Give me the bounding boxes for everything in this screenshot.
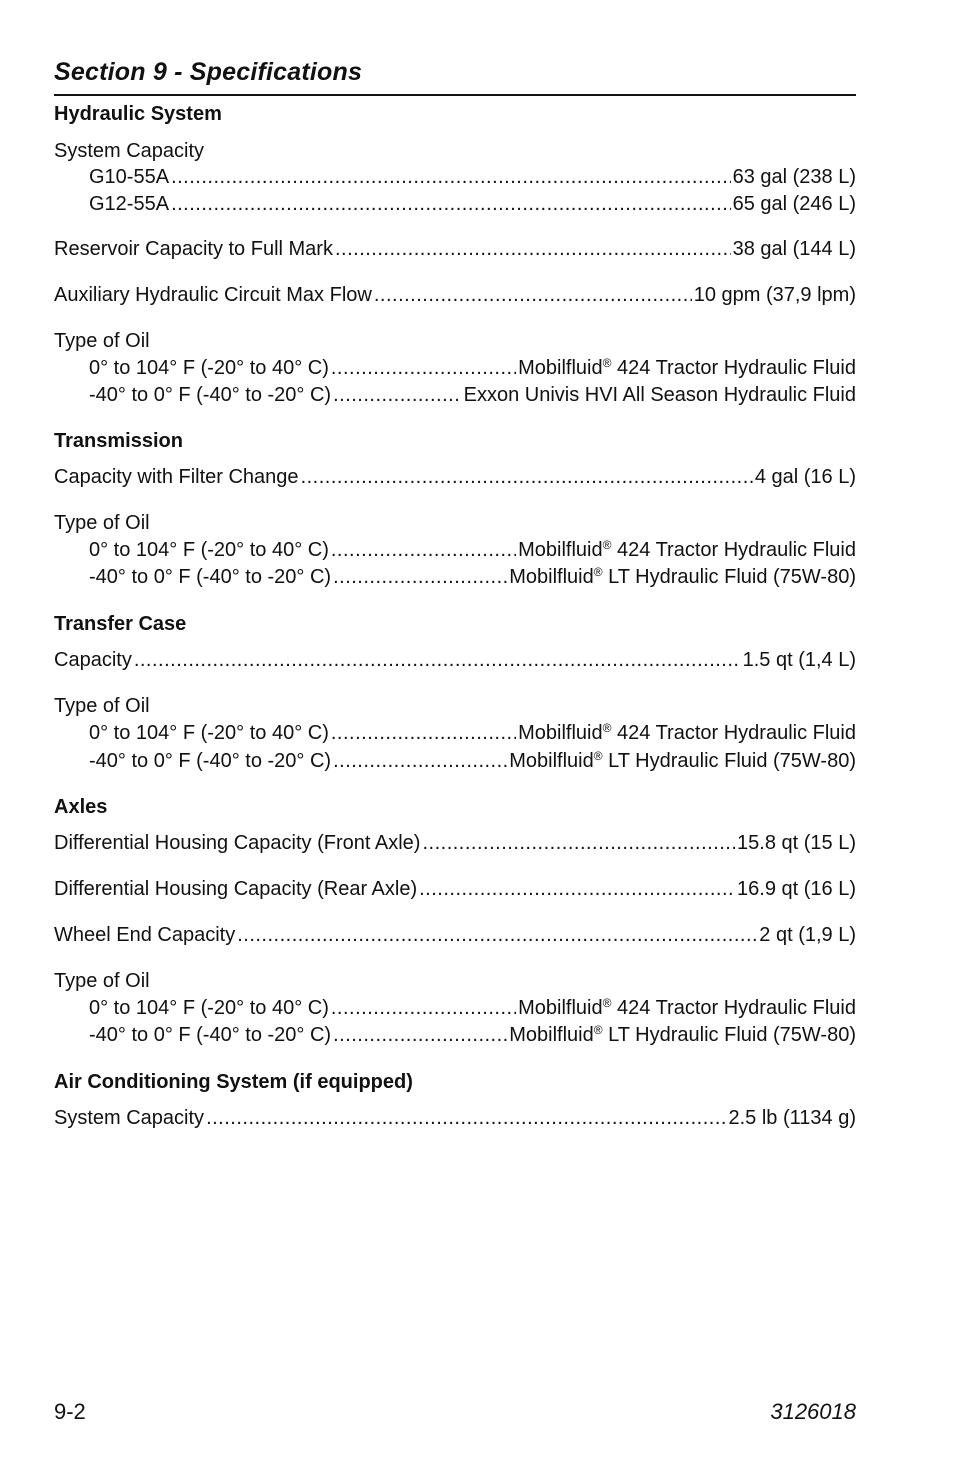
- spec-value: 16.9 qt (16 L): [737, 878, 856, 900]
- spec-value: 4 gal (16 L): [754, 466, 856, 488]
- dot-leader: [331, 537, 516, 564]
- temp-range: 0° to 104° F (-20° to 40° C): [89, 722, 329, 744]
- oil-row-cold: [89, 748, 856, 775]
- spec-value: 2 qt (1,9 L): [759, 924, 856, 946]
- dot-leader: [171, 164, 731, 191]
- dot-leader: [237, 922, 757, 949]
- temp-range: -40° to 0° F (-40° to -20° C): [89, 384, 332, 406]
- oil-value: Mobilfluid® 424 Tractor Hydraulic Fluid: [518, 356, 856, 379]
- spec-value: 15.8 qt (15 L): [737, 832, 856, 854]
- spec-label: Auxiliary Hydraulic Circuit Max Flow: [54, 284, 372, 306]
- system-capacity-label: System Capacity: [54, 140, 205, 162]
- spec-row-reservoir: [54, 236, 856, 263]
- spec-row-rear-axle: [54, 876, 856, 903]
- oil-row-warm: [89, 355, 856, 382]
- section-title: Section 9 - Specifications: [54, 58, 363, 86]
- spec-label: Wheel End Capacity: [54, 924, 236, 946]
- dot-leader: [419, 876, 735, 903]
- page-header: [54, 56, 856, 96]
- document-number: 3126018: [770, 1399, 856, 1424]
- dot-leader: [333, 1022, 507, 1049]
- temp-range: -40° to 0° F (-40° to -20° C): [89, 1024, 332, 1046]
- spec-value: 65 gal (246 L): [732, 193, 856, 215]
- temp-range: 0° to 104° F (-20° to 40° C): [89, 997, 329, 1019]
- oil-row-cold: [89, 1022, 856, 1049]
- oil-value: Exxon Univis HVI All Season Hydraulic Fluid: [463, 384, 856, 406]
- dot-leader: [335, 236, 731, 263]
- spec-label: G12-55A: [89, 193, 170, 215]
- spec-row-ac-capacity: [54, 1105, 856, 1132]
- page-number: 9-2: [54, 1399, 86, 1424]
- oil-value: Mobilfluid® LT Hydraulic Fluid (75W-80): [509, 565, 856, 588]
- spec-value: 1.5 qt (1,4 L): [742, 649, 856, 671]
- oil-value: Mobilfluid® 424 Tractor Hydraulic Fluid: [518, 538, 856, 561]
- spec-label: G10-55A: [89, 166, 170, 188]
- oil-row-warm: [89, 537, 856, 564]
- oil-value: Mobilfluid® LT Hydraulic Fluid (75W-80): [509, 749, 856, 772]
- transfer-case-heading: Transfer Case: [54, 613, 187, 635]
- spec-value: 2.5 lb (1134 g): [728, 1107, 856, 1129]
- spec-label: Reservoir Capacity to Full Mark: [54, 238, 333, 260]
- dot-leader: [422, 830, 735, 857]
- dot-leader: [134, 647, 741, 674]
- oil-row-cold: [89, 382, 856, 409]
- oil-value: Mobilfluid® 424 Tractor Hydraulic Fluid: [518, 996, 856, 1019]
- oil-type-label: Type of Oil: [54, 512, 150, 534]
- transmission-heading: Transmission: [54, 430, 183, 452]
- oil-value: Mobilfluid® LT Hydraulic Fluid (75W-80): [509, 1023, 856, 1046]
- dot-leader: [333, 564, 507, 591]
- dot-leader: [301, 464, 753, 491]
- spec-row-wheel-end: [54, 922, 856, 949]
- spec-row-g10: [89, 164, 856, 191]
- spec-label: Differential Housing Capacity (Rear Axle): [54, 878, 418, 900]
- dot-leader: [171, 191, 731, 218]
- hydraulic-heading: Hydraulic System: [54, 103, 222, 125]
- axles-heading: Axles: [54, 796, 108, 818]
- spec-label: Capacity: [54, 649, 132, 671]
- dot-leader: [331, 355, 516, 382]
- air-conditioning-heading: Air Conditioning System (if equipped): [54, 1071, 413, 1093]
- oil-row-warm: [89, 720, 856, 747]
- spec-row-front-axle: [54, 830, 856, 857]
- dot-leader: [331, 995, 516, 1022]
- spec-value: 38 gal (144 L): [732, 238, 856, 260]
- dot-leader: [206, 1105, 726, 1132]
- oil-value: Mobilfluid® 424 Tractor Hydraulic Fluid: [518, 721, 856, 744]
- dot-leader: [333, 748, 507, 775]
- temp-range: 0° to 104° F (-20° to 40° C): [89, 357, 329, 379]
- spec-value: 63 gal (238 L): [732, 166, 856, 188]
- dot-leader: [331, 720, 516, 747]
- oil-row-cold: [89, 564, 856, 591]
- spec-row-transfer-capacity: [54, 647, 856, 674]
- temp-range: 0° to 104° F (-20° to 40° C): [89, 539, 329, 561]
- oil-type-label: Type of Oil: [54, 695, 150, 717]
- spec-row-transmission-capacity: [54, 464, 856, 491]
- spec-label: Differential Housing Capacity (Front Axle): [54, 832, 421, 854]
- spec-row-g12: [89, 191, 856, 218]
- spec-value: 10 gpm (37,9 lpm): [693, 284, 856, 306]
- spec-label: Capacity with Filter Change: [54, 466, 299, 488]
- temp-range: -40° to 0° F (-40° to -20° C): [89, 750, 332, 772]
- dot-leader: [374, 282, 692, 309]
- oil-row-warm: [89, 995, 856, 1022]
- temp-range: -40° to 0° F (-40° to -20° C): [89, 566, 332, 588]
- oil-type-label: Type of Oil: [54, 330, 150, 352]
- spec-label: System Capacity: [54, 1107, 205, 1129]
- oil-type-label: Type of Oil: [54, 970, 150, 992]
- spec-row-aux-flow: [54, 282, 856, 309]
- dot-leader: [333, 382, 462, 409]
